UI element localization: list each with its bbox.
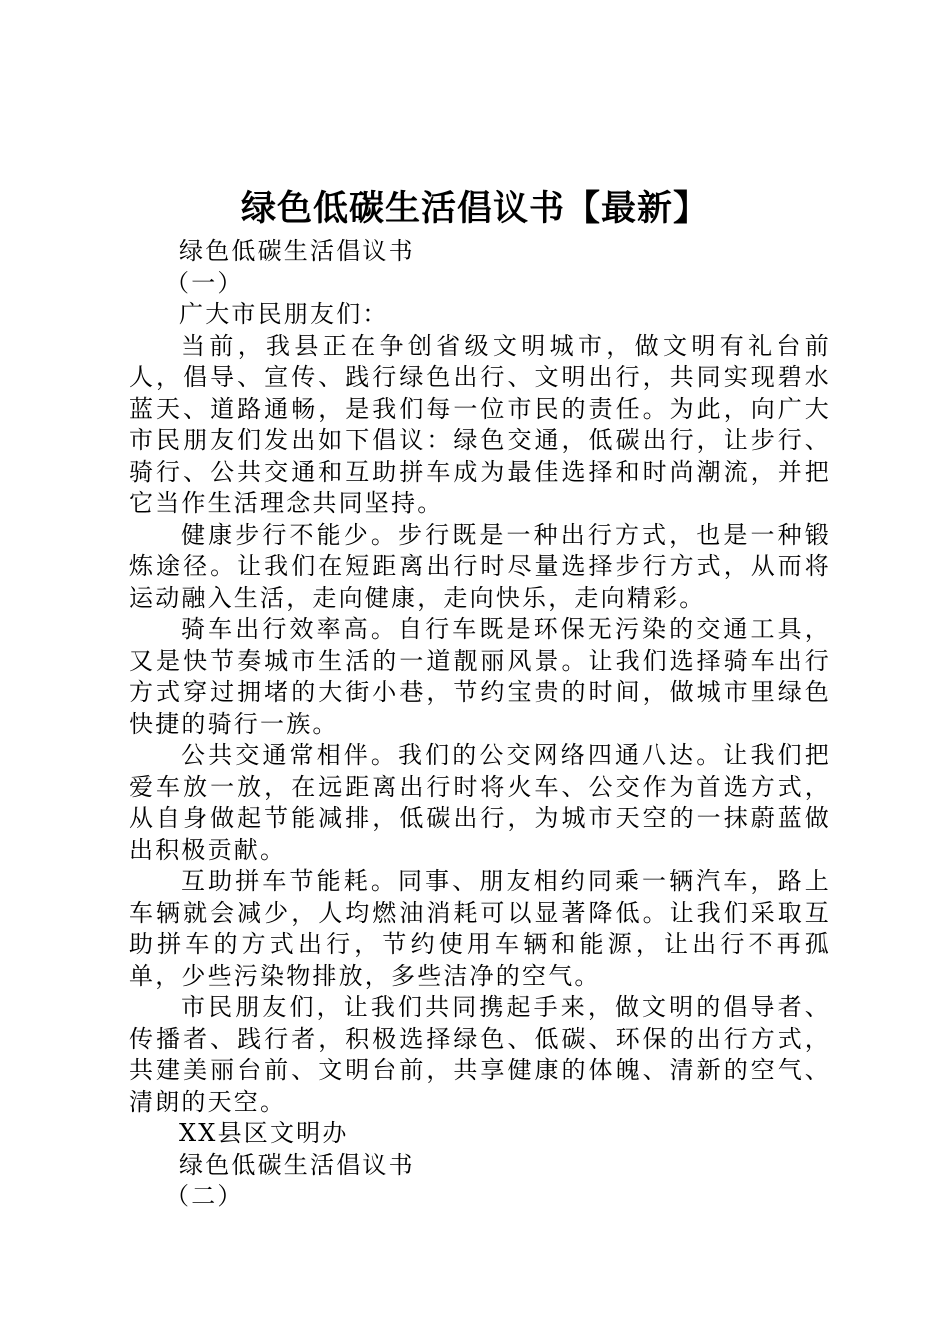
subtitle: 绿色低碳生活倡议书 (179, 237, 415, 265)
paragraph-intro: 当前，我县正在争创省级文明城市，做文明有礼台前人，倡导、宣传、践行绿色出行、文明出行，共同实现碧水蓝天、道路通畅，是我们每一位市民的责任。为此，向广大市民朋友们发出如下倡议：绿色交通，低碳出行，让步行、骑行、公共交通和互助拼车成为最佳选择和时尚潮流，并把它当作生活理念共同坚持。 (129, 331, 831, 517)
document-title: 绿色低碳生活倡议书【最新】 (240, 189, 709, 229)
paragraph-carpooling: 互助拼车节能耗。同事、朋友相约同乘一辆汽车，路上车辆就会减少，人均燃油消耗可以显著降低。让我们采取互助拼车的方式出行，节约使用车辆和能源，让出行不再孤单，少些污染物排放，多些洁净的空气。 (129, 867, 831, 990)
section-number-second: （二） (165, 1182, 244, 1210)
subtitle-second: 绿色低碳生活倡议书 (179, 1150, 415, 1179)
paragraph-walking: 健康步行不能少。步行既是一种出行方式，也是一种锻炼途径。让我们在短距离出行时尽量选择步行方式，从而将运动融入生活，走向健康，走向快乐，走向精彩。 (129, 520, 831, 612)
paragraph-closing: 市民朋友们，让我们共同携起手来，做文明的倡导者、传播者、践行者，积极选择绿色、低碳、环保的出行方式，共建美丽台前、文明台前，共享健康的体魄、清新的空气、清朗的天空。 (129, 993, 831, 1116)
paragraph-public-transport: 公共交通常相伴。我们的公交网络四通八达。让我们把爱车放一放，在远距离出行时将火车、公交作为首选方式，从自身做起节能减排，低碳出行，为城市天空的一抹蔚蓝做出积极贡献。 (129, 741, 831, 864)
paragraph-cycling: 骑车出行效率高。自行车既是环保无污染的交通工具，又是快节奏城市生活的一道靓丽风景。让我们选择骑车出行方式穿过拥堵的大街小巷，节约宝贵的时间，做城市里绿色快捷的骑行一族。 (129, 615, 831, 738)
section-number: （一） (165, 268, 244, 297)
signature: XX县区文明办 (179, 1119, 349, 1147)
salutation: 广大市民朋友们： (179, 300, 389, 328)
document-body (129, 236, 831, 1213)
